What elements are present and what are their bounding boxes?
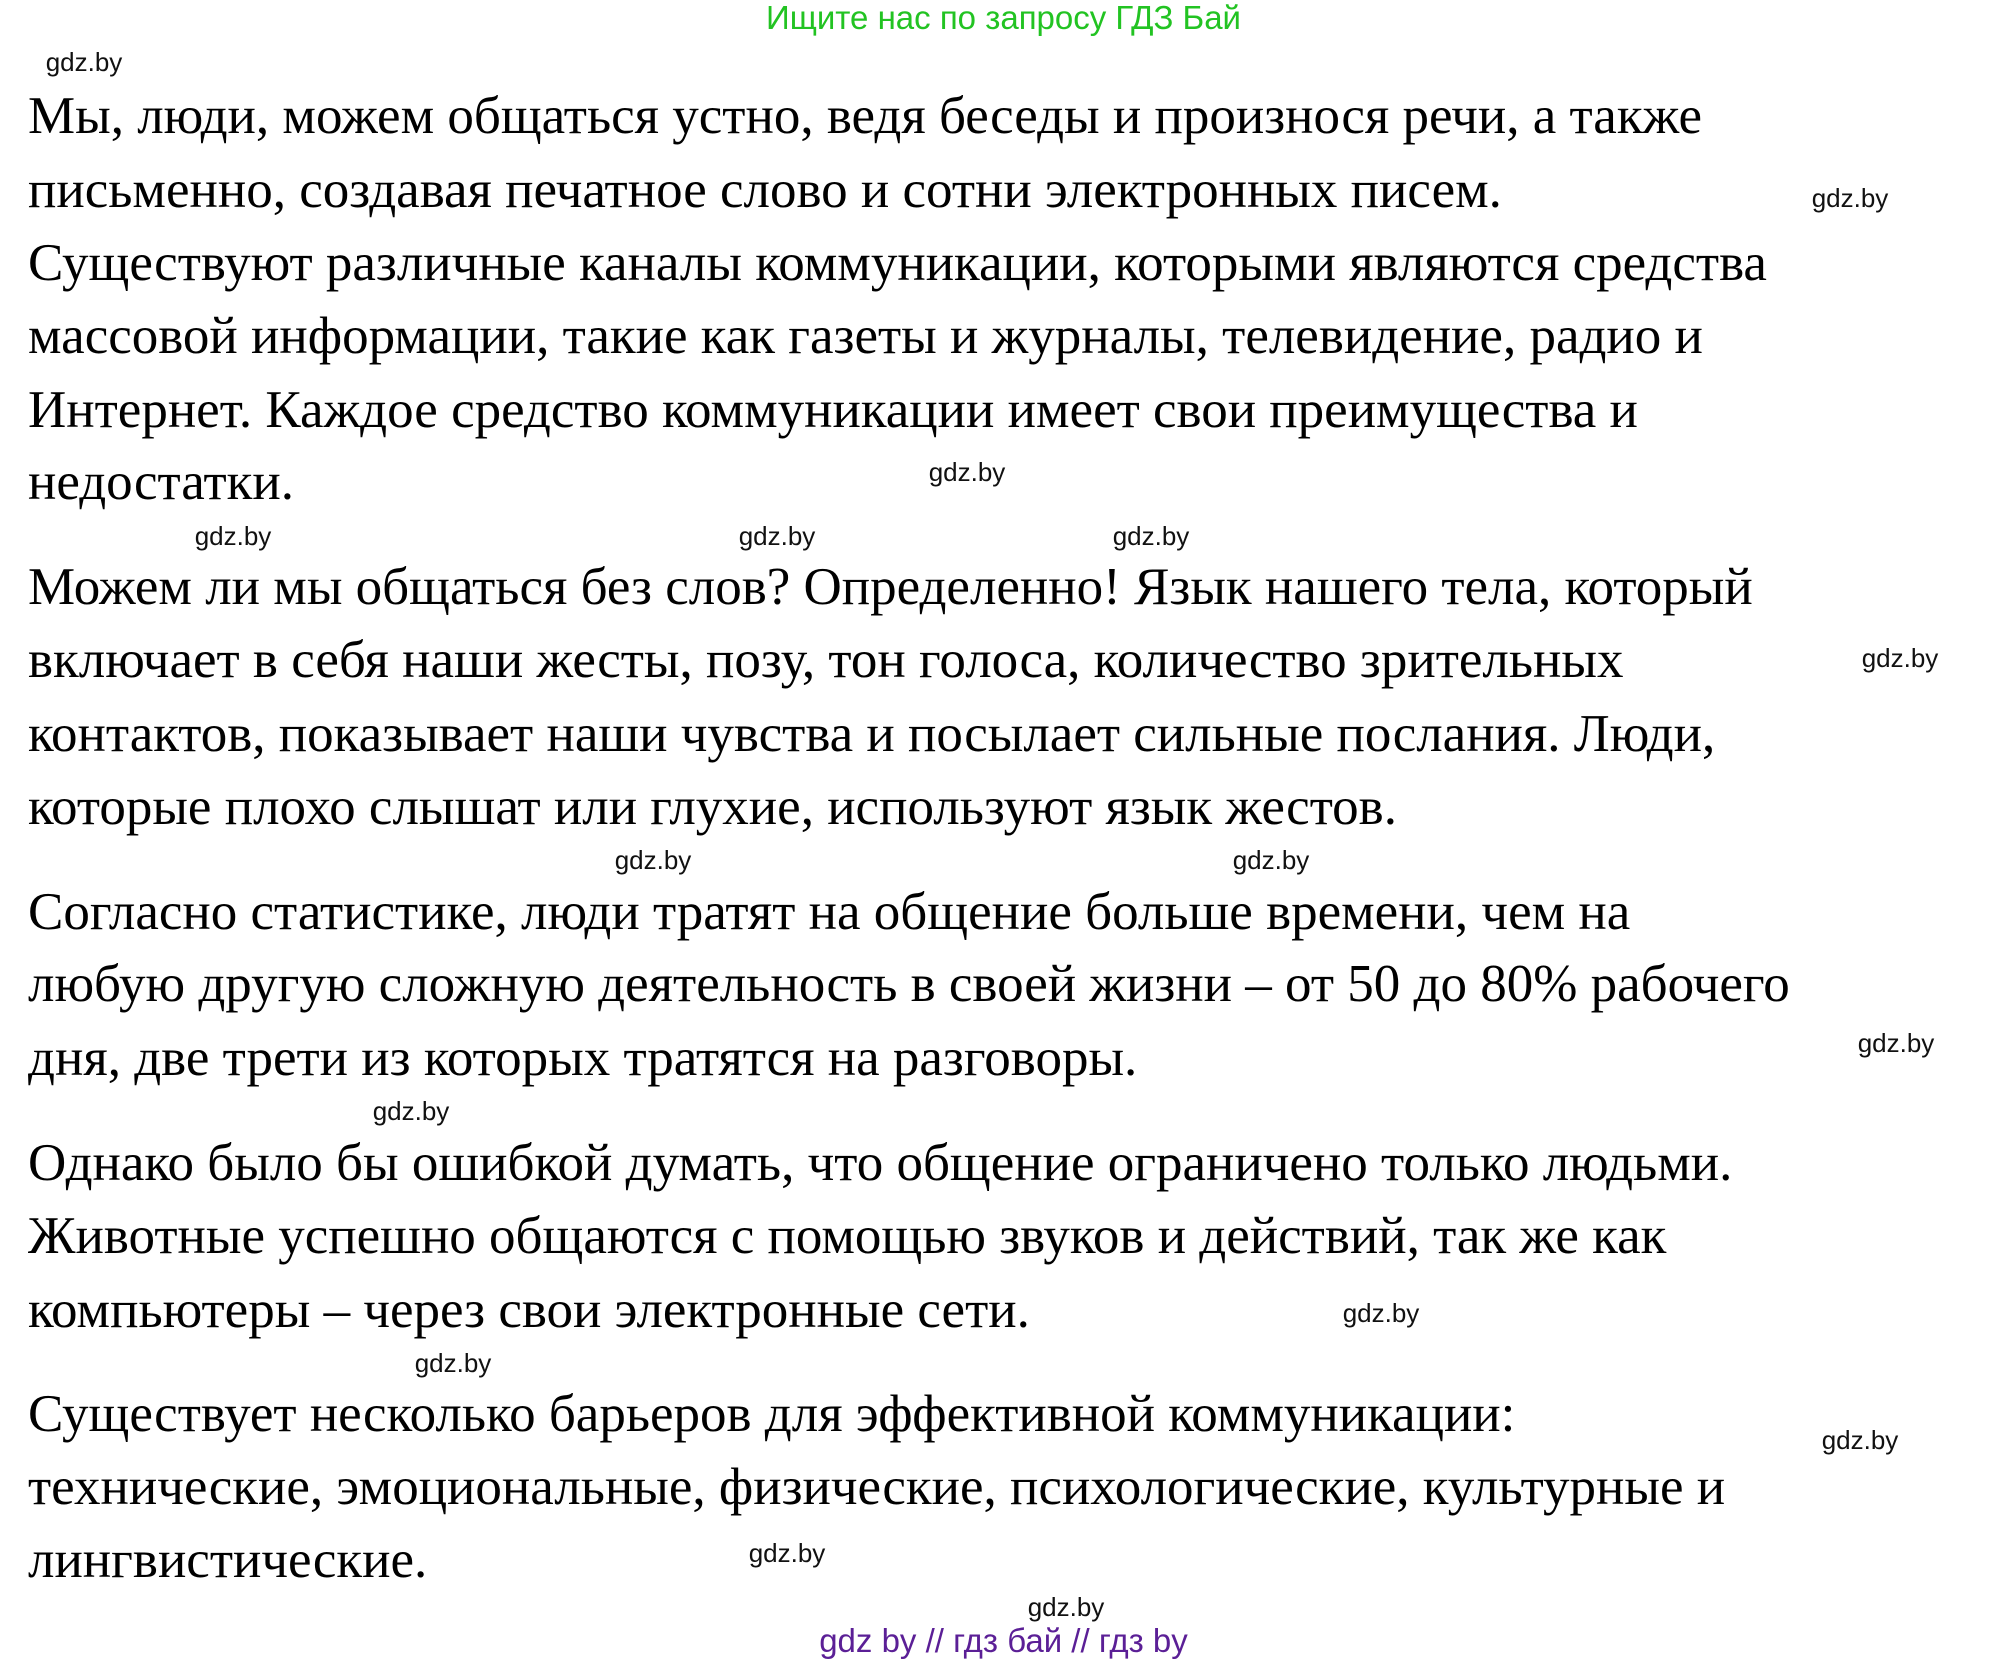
- watermark-text: gdz.by: [1861, 643, 1939, 673]
- watermark-text: gdz.by: [414, 1348, 492, 1378]
- text-line: которые плохо слышат или глухие, используют язык жестов.: [28, 778, 1397, 836]
- text-line: Можем ли мы общаться без слов? Определенно! Язык нашего тела, который: [28, 558, 1753, 616]
- text-line: лингвистические.: [28, 1531, 428, 1589]
- watermark-text: gdz.by: [1232, 845, 1310, 875]
- text-line: Мы, люди, можем общаться устно, ведя беседы и произнося речи, а также: [28, 87, 1703, 145]
- text-line: массовой информации, такие как газеты и журналы, телевидение, радио и: [28, 307, 1703, 365]
- watermark-text: gdz.by: [748, 1538, 826, 1568]
- footer-links: gdz by // гдз бай // гдз by: [819, 1622, 1188, 1659]
- text-line: Однако было бы ошибкой думать, что общение ограничено только людьми.: [28, 1134, 1733, 1192]
- watermark-text: gdz.by: [1821, 1425, 1899, 1455]
- text-line: Согласно статистике, люди тратят на общение больше времени, чем на: [28, 883, 1631, 941]
- watermark-text: gdz.by: [1027, 1592, 1105, 1622]
- watermark-text: gdz.by: [1112, 521, 1190, 551]
- search-hint-header: Ищите нас по запросу ГДЗ Бай: [766, 0, 1241, 36]
- text-line: компьютеры – через свои электронные сети.: [28, 1281, 1030, 1339]
- watermark-text: gdz.by: [45, 47, 123, 77]
- watermark-text: gdz.by: [194, 521, 272, 551]
- watermark-text: gdz.by: [1811, 183, 1889, 213]
- text-line: включает в себя наши жесты, позу, тон голоса, количество зрительных: [28, 631, 1624, 689]
- text-line: Интернет. Каждое средство коммуникации имеет свои преимущества и: [28, 381, 1638, 439]
- text-line: недостатки.: [28, 453, 294, 511]
- watermark-text: gdz.by: [928, 457, 1006, 487]
- watermark-text: gdz.by: [1857, 1028, 1935, 1058]
- watermark-text: gdz.by: [1342, 1298, 1420, 1328]
- text-line: технические, эмоциональные, физические, психологические, культурные и: [28, 1458, 1726, 1516]
- text-line: Животные успешно общаются с помощью звуков и действий, так же как: [28, 1207, 1667, 1265]
- text-line: любую другую сложную деятельность в своей жизни – от 50 до 80% рабочего: [28, 955, 1790, 1013]
- text-line: письменно, создавая печатное слово и сотни электронных писем.: [28, 161, 1502, 219]
- watermark-text: gdz.by: [614, 845, 692, 875]
- text-line: Существуют различные каналы коммуникации, которыми являются средства: [28, 234, 1767, 292]
- text-line: дня, две трети из которых тратятся на разговоры.: [28, 1029, 1138, 1087]
- text-line: контактов, показывает наши чувства и посылает сильные послания. Люди,: [28, 705, 1716, 763]
- watermark-text: gdz.by: [738, 521, 816, 551]
- text-line: Существует несколько барьеров для эффективной коммуникации:: [28, 1385, 1516, 1443]
- watermark-text: gdz.by: [372, 1096, 450, 1126]
